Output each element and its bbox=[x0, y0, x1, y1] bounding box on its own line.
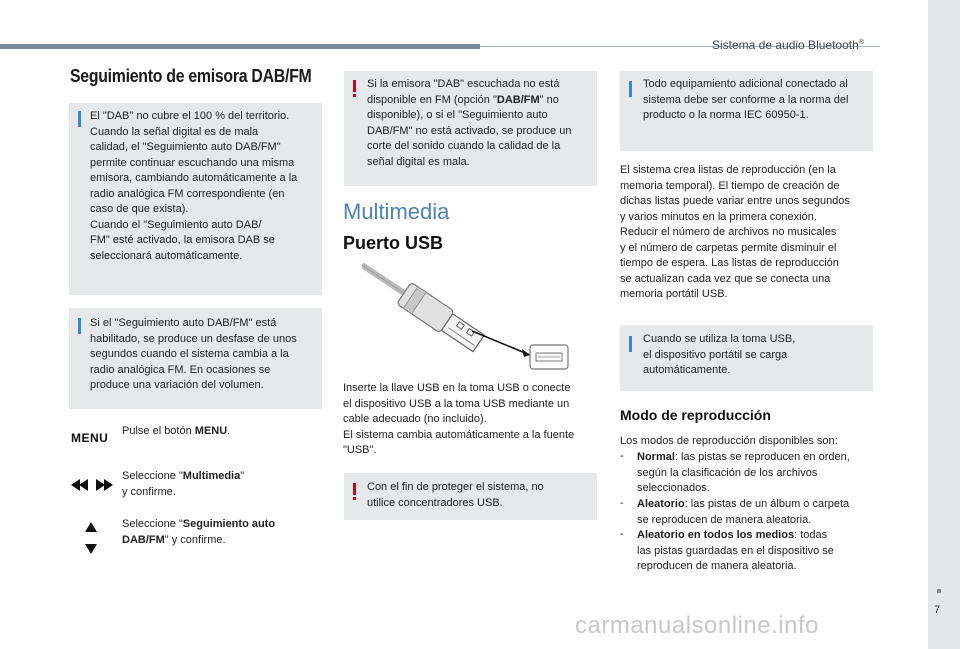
page-header-title: Sistema de audio Bluetooth® bbox=[712, 38, 864, 52]
warning-box-dab-fm: Si la emisora "DAB" escuchada no está disponible en FM (opción "DAB/FM" no disponible), o si el "Seguimiento auto DAB/FM" no está activado, se produce un corte del sonido cuando la calidad de la señal digital es mala. bbox=[344, 71, 597, 186]
info-line: segundos cuando el sistema cambia a la bbox=[90, 348, 289, 360]
page-marker bbox=[937, 589, 941, 593]
playlist-paragraph: El sistema crea listas de reproducción (en la memoria temporal). El tiempo de creación de dichas listas puede variar entre unos segundos y varios minutos en la primera conexión. Reducir el número de archivos no musicales y el número de carpetas permite disminuir el tiempo de espera. Las listas de reproducción se actualizan cada vez que se conecta una memoria portátil USB. bbox=[620, 164, 850, 300]
info-line: radio analógica FM correspondiente (en bbox=[90, 187, 285, 200]
info-icon bbox=[629, 81, 632, 97]
info-line: Cuando el "Seguimiento auto DAB/ bbox=[90, 218, 262, 231]
playback-mode-title: Modo de reproducción bbox=[620, 407, 771, 423]
warning-box-usb-hub: Con el fin de proteger el sistema, no utilice concentradores USB. bbox=[344, 473, 597, 520]
info-line: produce una variación del volumen. bbox=[90, 379, 264, 391]
info-box-dab-coverage bbox=[69, 103, 322, 295]
info-line: El "DAB" no cubre el 100 % del territorio. bbox=[90, 110, 290, 122]
mode-random: Aleatorio: las pistas de un álbum o carpeta se reproducen de manera aleatoria. bbox=[637, 498, 850, 526]
menu-button-icon: MENU bbox=[71, 431, 109, 445]
info-box-usb-charging: Cuando se utiliza la toma USB, el dispositivo portátil se carga automáticamente. bbox=[620, 325, 873, 391]
mode-random-all: Aleatorio en todos los medios: todas las pistas guardadas en el dispositivo se reproducen de manera aleatoria. bbox=[637, 529, 834, 572]
usb-instructions: Inserte la llave USB en la toma USB o conecte el dispositivo USB a la toma USB mediante un cable adecuado (no incluido). El sistema cambia automáticamente a la fuente "USB". bbox=[343, 382, 575, 456]
info-line: seleccionará automáticamente. bbox=[90, 249, 243, 262]
usb-port-title: Puerto USB bbox=[343, 233, 444, 253]
step-updown-text: Seleccione "Seguimiento auto DAB/FM" y confirme. bbox=[122, 518, 276, 546]
page-number: 7 bbox=[934, 604, 941, 616]
info-line: FM" esté activado, la emisora DAB se bbox=[90, 234, 275, 246]
multimedia-title: Multimedia bbox=[343, 199, 450, 224]
header-bar bbox=[0, 44, 480, 49]
info-line: habilitado, se produce un desfase de unos bbox=[90, 332, 297, 345]
info-line: caso de que exista). bbox=[90, 203, 189, 215]
info-line: Si el "Seguimiento auto DAB/FM" está bbox=[90, 317, 277, 329]
up-down-arrows-icon bbox=[84, 522, 98, 554]
warning-icon bbox=[353, 483, 356, 495]
info-icon bbox=[629, 336, 632, 352]
info-box-dab-delay bbox=[69, 308, 322, 409]
info-icon bbox=[78, 111, 81, 127]
info-line: radio analógica FM. En ocasiones se bbox=[90, 363, 271, 376]
info-box-iec-norm: Todo equipamiento adicional conectado al sistema debe ser conforme a la norma del producto o la norma IEC 60950-1. bbox=[620, 71, 873, 151]
mode-normal: Normal: las pistas se reproducen en orden, según la clasificación de los archivos seleccionados. bbox=[637, 451, 850, 494]
left-right-arrows-icon bbox=[71, 478, 113, 492]
info-line: emisora, cambiando automáticamente a la bbox=[90, 172, 298, 184]
watermark: carmanualsonline.info bbox=[575, 612, 819, 639]
step-nav-text: Seleccione "Multimedia" y confirme. bbox=[122, 470, 245, 498]
side-strip bbox=[928, 0, 960, 649]
step-menu-text: Pulse el botón MENU. bbox=[122, 425, 231, 437]
playback-mode-intro: Los modos de reproducción disponibles son: bbox=[620, 435, 838, 447]
info-line: Cuando la señal digital es de mala bbox=[90, 125, 259, 138]
usb-plug-illustration bbox=[362, 263, 572, 375]
info-icon bbox=[78, 318, 81, 334]
info-line: permite continuar escuchando una misma bbox=[90, 156, 295, 169]
info-line: calidad, el "Seguimiento auto DAB/FM" bbox=[90, 141, 281, 153]
warning-icon bbox=[353, 80, 356, 92]
section-title: Seguimiento de emisora DAB/FM bbox=[70, 66, 312, 86]
